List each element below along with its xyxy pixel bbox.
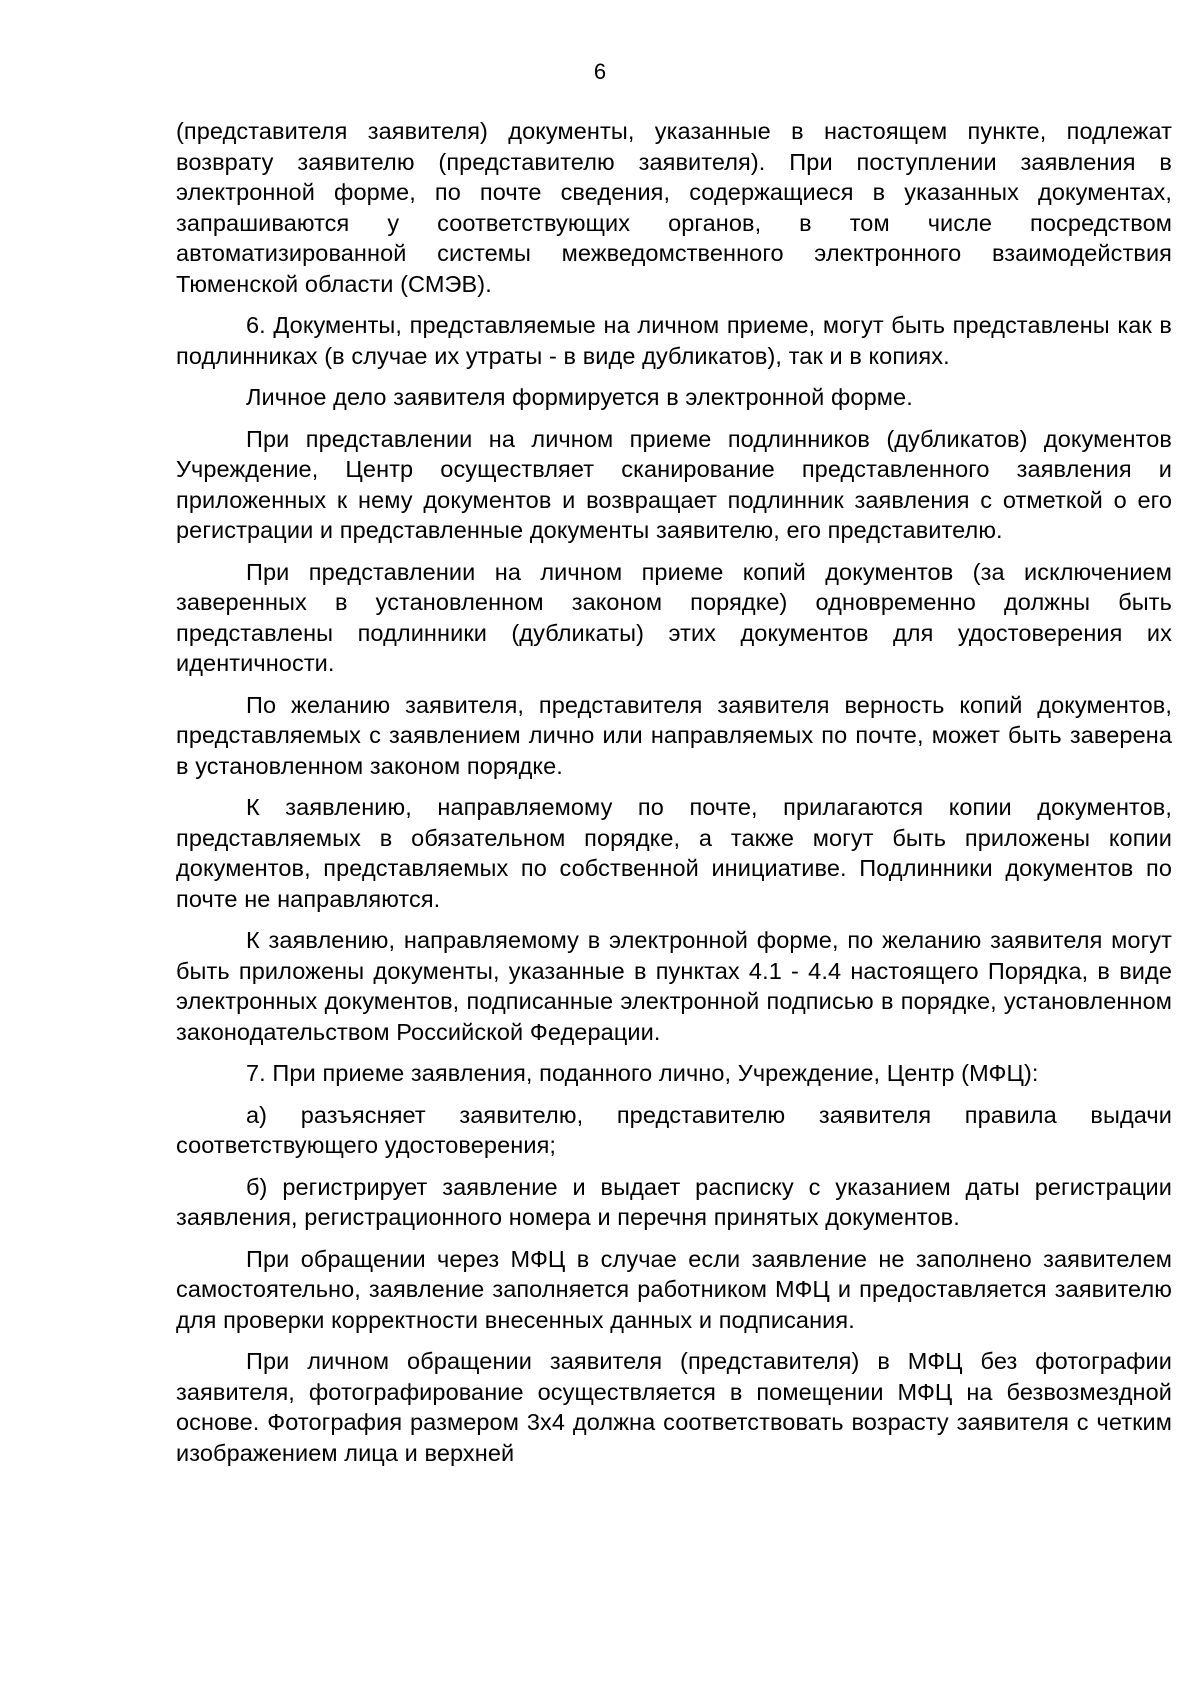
paragraph-item-7b: б) регистрирует заявление и выдает расписку с указанием даты регистрации заявления, регистрационного номера и перечня принятых документов. xyxy=(176,1173,1172,1230)
paragraph-item-6: 6. Документы, представляемые на личном приеме, могут быть представлены как в подлинниках (в случае их утраты - в виде дубликатов), так и в копиях. xyxy=(176,312,1172,369)
paragraph-certified-copies: По желанию заявителя, представителя заявителя верность копий документов, представляемых с заявлением лично или направляемых по почте, может быть заверена в установленном законом порядке. xyxy=(176,691,1172,779)
paragraph-copies-verification: При представлении на личном приеме копий документов (за исключением заверенных в установленном законом порядке) одновременно должны быть представлены подлинники (дубликаты) этих документов для удостоверения их идентичности. xyxy=(176,558,1172,676)
document-body xyxy=(176,116,1172,1479)
paragraph-continuation: (представителя заявителя) документы, указанные в настоящем пункте, подлежат возврату заявителю (представителю заявителя). При поступлении заявления в электронной форме, по почте сведения, содержащиеся в указанных документах, запрашиваются у соответствующих органов, в том числе посредством автоматизированной системы межведомственного электронного взаимодействия Тюменской области (СМЭВ). xyxy=(176,118,1172,297)
paragraph-personal-file: Личное дело заявителя формируется в электронной форме. xyxy=(246,384,913,410)
paragraph-electronic-submission: К заявлению, направляемому в электронной форме, по желанию заявителя могут быть приложены документы, указанные в пунктах 4.1 - 4.4 настоящего Порядка, в виде электронных документов, подписанные электронной подписью в порядке, установленном законодательством Российской Федерации. xyxy=(176,927,1172,1045)
paragraph-postal-submission: К заявлению, направляемому по почте, прилагаются копии документов, представляемых в обязательном порядке, а также могут быть приложены копии документов, представляемых по собственной инициативе. Подлинники документов по почте не направляются. xyxy=(176,794,1172,912)
paragraph-mfc-filling: При обращении через МФЦ в случае если заявление не заполнено заявителем самостоятельно, заявление заполняется работником МФЦ и предоставляется заявителю для проверки корректности внесенных данных и подписания. xyxy=(176,1245,1172,1333)
paragraph-originals-scanning: При представлении на личном приеме подлинников (дубликатов) документов Учреждение, Центр осуществляет сканирование представленного заявления и приложенных к нему документов и возвращает подлинник заявления с отметкой о его регистрации и представленные документы заявителю, его представителю. xyxy=(176,425,1172,543)
page-number: 6 xyxy=(593,59,607,84)
paragraph-item-7a: а) разъясняет заявителю, представителю заявителя правила выдачи соответствующего удостоверения; xyxy=(176,1101,1172,1158)
paragraph-mfc-photo: При личном обращении заявителя (представителя) в МФЦ без фотографии заявителя, фотографирование осуществляется в помещении МФЦ на безвозмездной основе. Фотография размером 3х4 должна соответствовать возрасту заявителя с четким изображением лица и верхней xyxy=(176,1348,1172,1466)
paragraph-item-7: 7. При приеме заявления, поданного лично, Учреждение, Центр (МФЦ): xyxy=(246,1060,1039,1086)
